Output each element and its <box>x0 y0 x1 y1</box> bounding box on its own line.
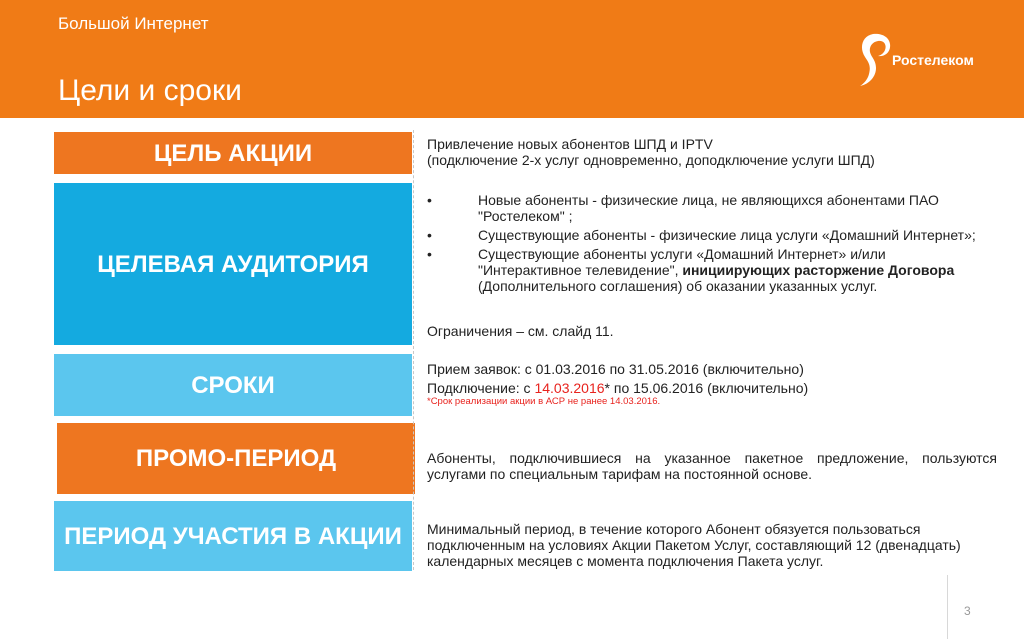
list-item <box>425 246 985 294</box>
company-logo <box>856 30 996 90</box>
goal-block <box>54 132 412 174</box>
terms-line-2 <box>427 380 987 396</box>
audience-limits: Ограничения – см. слайд 11. <box>427 323 614 339</box>
logo-text: Ростелеком <box>892 52 974 68</box>
terms-line-2-suffix: * по 15.06.2016 (включительно) <box>604 380 809 396</box>
page-number: 3 <box>964 604 971 618</box>
goal-line-1: Привлечение новых абонентов ШПД и IPTV <box>427 136 713 152</box>
list-item <box>425 227 985 243</box>
terms-block <box>54 354 412 416</box>
participation-text: Минимальный период, в течение которого Абонент обязуется пользоваться подключенным на условиях Акции Пакетом Услуг, составляющий 12 (двенадцать) календарных месяцев с момента подключения Пакета услуг. <box>427 521 961 569</box>
audience-label: ЦЕЛЕВАЯ АУДИТОРИЯ <box>97 250 369 278</box>
audience-bullet-3-text: Существующие абоненты услуги «Домашний Интернет» и/или "Интерактивное телевидение", <box>478 246 886 278</box>
terms-start-date: 14.03.2016 <box>534 380 605 396</box>
promo-block <box>57 423 415 494</box>
goal-text <box>427 136 987 168</box>
terms-line-2-prefix: Подключение: с <box>427 380 535 396</box>
bullet-icon: • <box>427 246 432 262</box>
promo-text: Абоненты, подключившиеся на указанное пакетное предложение, пользуются услугами по специальным тарифам на постоянной основе. <box>427 450 997 482</box>
audience-bullet-3-tail: (Дополнительного соглашения) об оказании указанных услуг. <box>478 278 878 294</box>
slide-header <box>0 0 1024 118</box>
footer-divider <box>947 575 948 639</box>
bullet-icon: • <box>427 227 432 243</box>
header-subtitle: Большой Интернет <box>58 14 209 33</box>
list-item <box>425 192 985 224</box>
promo-label: ПРОМО-ПЕРИОД <box>135 445 337 472</box>
slide-title: Цели и сроки <box>58 74 242 107</box>
audience-bullet-3-bold: инициирующих расторжение Договора <box>682 262 955 278</box>
audience-block <box>54 183 412 345</box>
audience-bullet-2: Существующие абоненты - физические лица услуги «Домашний Интернет»; <box>478 227 976 243</box>
terms-label: СРОКИ <box>191 371 275 399</box>
terms-note: *Срок реализации акции в АСР не ранее 14.03.2016. <box>427 396 661 407</box>
participation-block <box>54 501 412 571</box>
divider-line <box>413 130 414 570</box>
goal-label: ЦЕЛЬ АКЦИИ <box>153 139 313 167</box>
audience-list <box>425 192 985 297</box>
participation-label: ПЕРИОД УЧАСТИЯ В АКЦИИ <box>64 522 402 550</box>
audience-bullet-1: Новые абоненты - физические лица, не являющихся абонентами ПАО "Ростелеком" ; <box>478 192 939 224</box>
bullet-icon: • <box>427 192 432 208</box>
rostelecom-logo-icon <box>856 30 892 88</box>
audience-bullet-3 <box>478 246 954 294</box>
terms-line-1: Прием заявок: с 01.03.2016 по 31.05.2016 (включительно) <box>427 361 804 377</box>
goal-line-2: (подключение 2-х услуг одновременно, доподключение услуги ШПД) <box>427 152 875 168</box>
terms-text <box>427 361 987 408</box>
